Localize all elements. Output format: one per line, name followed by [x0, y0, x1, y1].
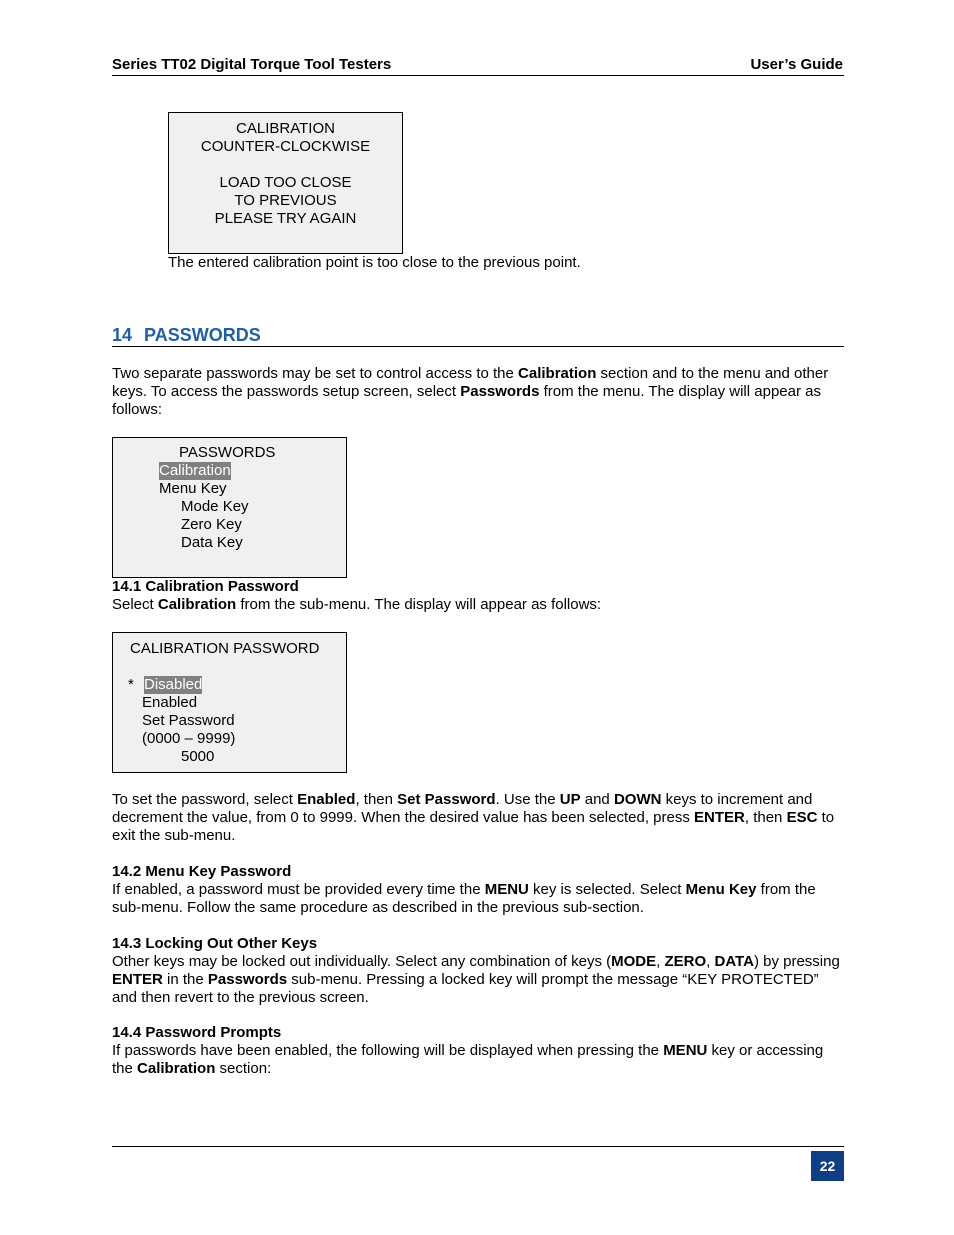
screen-line: PLEASE TRY AGAIN [214, 210, 357, 227]
menu-item-calibration: Calibration [159, 462, 231, 479]
section-rule [112, 346, 844, 347]
display-screen-passwords [112, 437, 347, 578]
screen-line: COUNTER-CLOCKWISE [200, 138, 371, 155]
subsection-heading-14-2: 14.2 Menu Key Password [112, 863, 292, 880]
password-range: (0000 – 9999) [142, 730, 236, 747]
display-screen-calibration-password [112, 632, 347, 773]
menu-item-mode-key: Mode Key [181, 498, 249, 515]
screen-caption: The entered calibration point is too close to the previous point. [168, 254, 581, 271]
header-rule [112, 75, 844, 76]
menu-item-data-key: Data Key [181, 534, 243, 551]
section-title: PASSWORDS [144, 325, 261, 345]
screen-title: CALIBRATION PASSWORD [130, 640, 320, 657]
set-password-paragraph: To set the password, select Enabled, then Set Password. Use the UP and DOWN keys to increment and decrement the value, from 0 to 9999. When the desired value has been selected, press ENTER, then ESC to exit the sub-menu. [112, 791, 835, 844]
subsection-14-2-text: If enabled, a password must be provided every time the MENU key is selected. Select Menu Key from the sub-menu. Follow the same procedure as described in the previous sub-section. [112, 881, 816, 916]
section-heading [112, 325, 261, 346]
subsection-14-4-text: If passwords have been enabled, the following will be displayed when pressing the MENU key or accessing the Calibration section: [112, 1042, 824, 1077]
running-header-title: Series TT02 Digital Torque Tool Testers [112, 56, 392, 73]
screen-line: LOAD TOO CLOSE [219, 174, 352, 191]
menu-item-menu-key: Menu Key [159, 480, 227, 497]
screen-line: TO PREVIOUS [234, 192, 337, 209]
subsection-heading-14-1: 14.1 Calibration Password [112, 578, 299, 595]
section-number: 14 [112, 325, 133, 345]
option-enabled: Enabled [142, 694, 198, 711]
footer-rule [112, 1146, 844, 1147]
selection-marker: * [128, 676, 134, 693]
screen-line: CALIBRATION [236, 120, 335, 137]
running-header-guide: User’s Guide [750, 56, 843, 73]
password-value: 5000 [181, 748, 215, 765]
subsection-heading-14-4: 14.4 Password Prompts [112, 1024, 282, 1041]
menu-item-zero-key: Zero Key [181, 516, 242, 533]
option-set-password: Set Password [142, 712, 235, 729]
screen-title: PASSWORDS [179, 444, 276, 461]
subsection-14-3-text: Other keys may be locked out individually. Select any combination of keys (MODE, ZERO, DATA) by pressing ENTER in the Passwords sub-menu. Pressing a locked key will prompt the message “KEY PROTECTED” and then revert to the previous screen. [112, 953, 840, 1006]
page-number: 22 [811, 1151, 844, 1181]
display-screen-load-too-close [168, 112, 403, 254]
subsection-heading-14-3: 14.3 Locking Out Other Keys [112, 935, 318, 952]
option-disabled: Disabled [144, 676, 203, 693]
subsection-14-1-text: Select Calibration from the sub-menu. The display will appear as follows: [112, 596, 602, 613]
intro-paragraph: Two separate passwords may be set to control access to the Calibration section and to the menu and other keys. To access the passwords setup screen, select Passwords from the menu. The display will appear as follows: [112, 365, 829, 418]
